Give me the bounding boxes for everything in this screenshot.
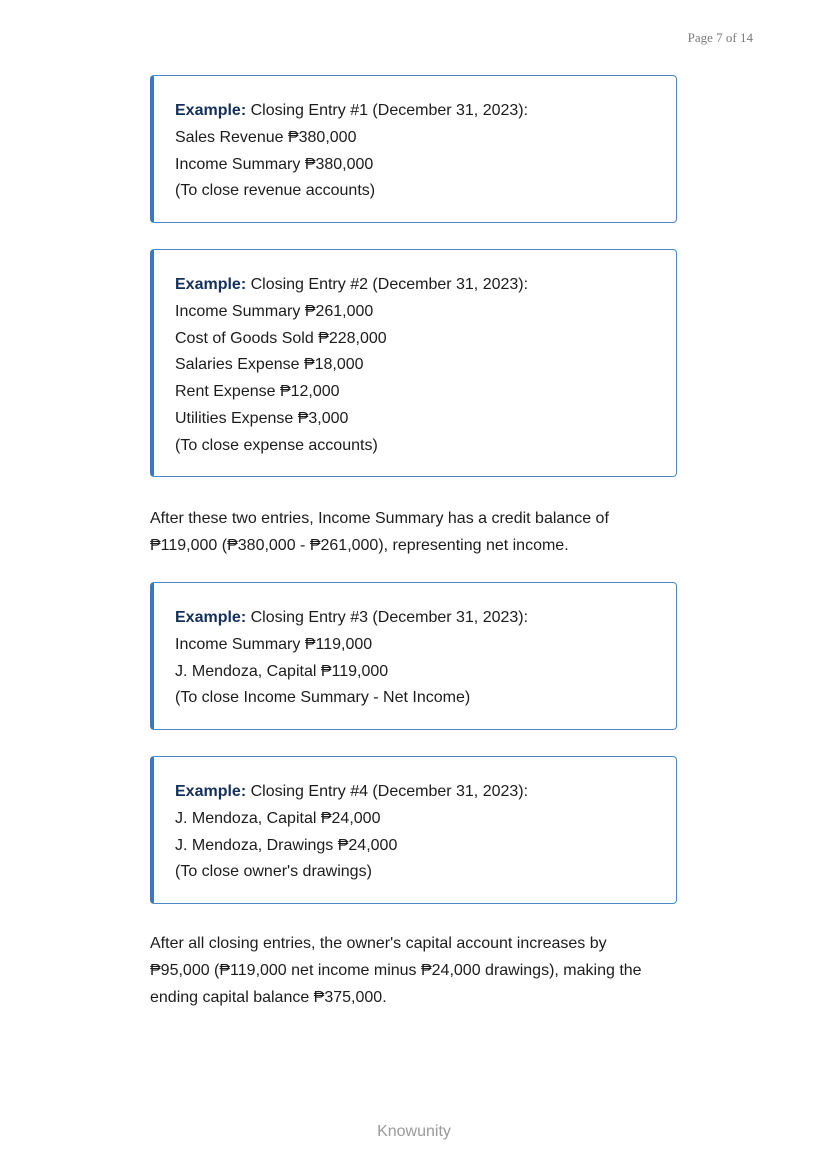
journal-line: Salaries Expense ₱18,000 [175, 356, 364, 374]
paragraph-line: After all closing entries, the owner's capital account increases by [150, 935, 607, 952]
example-box-closing-entry-1 [150, 75, 677, 223]
example-label: Example: [175, 102, 247, 119]
journal-line: Utilities Expense ₱3,000 [175, 409, 349, 427]
journal-line: Income Summary ₱380,000 [175, 155, 374, 173]
example-title: Closing Entry #3 (December 31, 2023): [250, 609, 529, 626]
journal-line: Income Summary ₱119,000 [175, 635, 373, 653]
journal-note: (To close revenue accounts) [175, 182, 376, 200]
example-heading [175, 605, 656, 632]
example-box-closing-entry-2 [150, 249, 677, 477]
explanation-paragraph-2 [150, 930, 690, 1011]
journal-line: J. Mendoza, Capital ₱24,000 [175, 809, 381, 827]
example-box-closing-entry-3 [150, 582, 677, 730]
example-heading [175, 272, 656, 299]
footer-brand: Knowunity [377, 1123, 451, 1140]
journal-line: Income Summary ₱261,000 [175, 302, 374, 320]
explanation-paragraph-1 [150, 505, 690, 559]
example-label: Example: [175, 609, 247, 626]
example-title: Closing Entry #4 (December 31, 2023): [250, 783, 529, 800]
example-box-closing-entry-4 [150, 756, 677, 904]
example-title: Closing Entry #1 (December 31, 2023): [250, 102, 529, 119]
example-label: Example: [175, 276, 247, 293]
journal-line: Sales Revenue ₱380,000 [175, 128, 357, 146]
example-heading [175, 98, 656, 125]
journal-note: (To close expense accounts) [175, 436, 378, 454]
journal-line: J. Mendoza, Drawings ₱24,000 [175, 836, 398, 854]
example-heading [175, 779, 656, 806]
example-label: Example: [175, 783, 247, 800]
paragraph-line: ending capital balance ₱375,000. [150, 989, 387, 1006]
paragraph-line: After these two entries, Income Summary has a credit balance of [150, 510, 609, 527]
paragraph-line: ₱119,000 (₱380,000 - ₱261,000), representing net income. [150, 537, 569, 554]
page-number: Page 7 of 14 [687, 30, 753, 45]
journal-note: (To close Income Summary - Net Income) [175, 689, 471, 707]
paragraph-line: ₱95,000 (₱119,000 net income minus ₱24,000 drawings), making the [150, 962, 642, 979]
journal-line: Rent Expense ₱12,000 [175, 383, 340, 401]
example-title: Closing Entry #2 (December 31, 2023): [250, 276, 529, 293]
journal-note: (To close owner's drawings) [175, 863, 372, 881]
journal-line: J. Mendoza, Capital ₱119,000 [175, 662, 389, 680]
journal-line: Cost of Goods Sold ₱228,000 [175, 329, 387, 347]
